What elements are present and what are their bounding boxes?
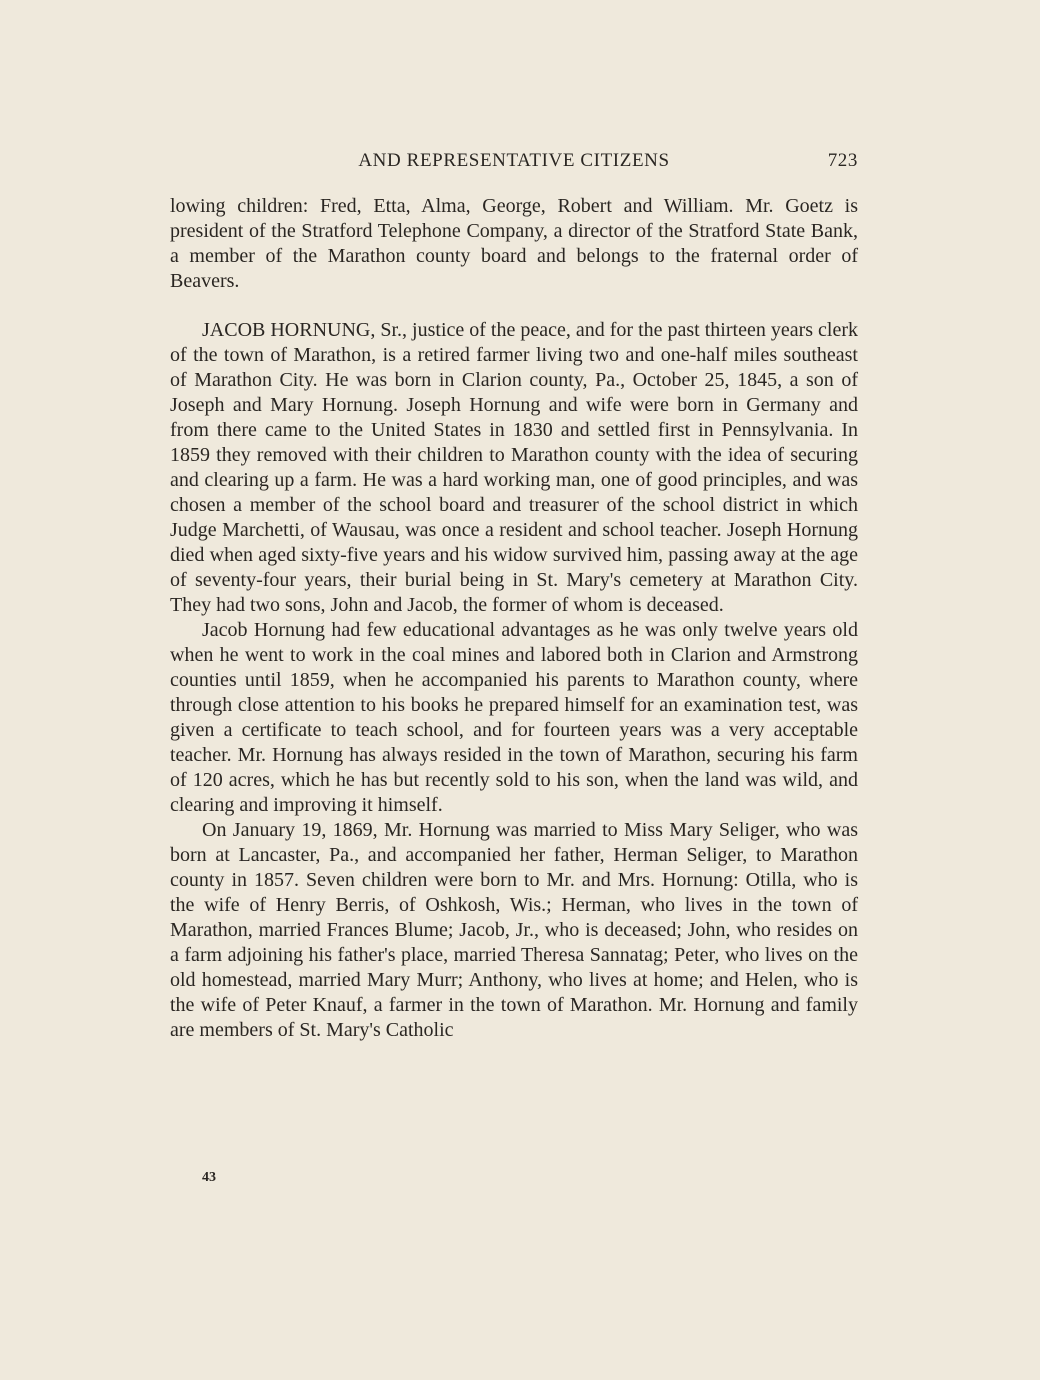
paragraph-education: Jacob Hornung had few educational advantages as he was only twelve years old when he went to work in the coal mines and labored both in Clarion and Armstrong counties until 1859, when he accompanied his parents to Marathon county, where through close attention to his books he prepared himself for an examination test, was given a certificate to teach school, and for fourteen years was a very acceptable teacher. Mr. Hornung has always resided in the town of Marathon, securing his farm of 120 acres, which he has but recently sold to his son, when the land was wild, and clearing and improving it himself. [170, 619, 858, 816]
signature-mark: 43 [202, 1170, 216, 1185]
running-head [170, 150, 858, 176]
paragraph-jacob-hornung-intro: JACOB HORNUNG, Sr., justice of the peace, and for the past thirteen years clerk of the town of Marathon, is a retired farmer living two and one-half miles southeast of Marathon City. He was born in Clarion county, Pa., October 25, 1845, a son of Joseph and Mary Hornung. Joseph Hornung and wife were born in Germany and from there came to the United States in 1830 and settled first in Pennsylvania. In 1859 they removed with their children to Marathon county with the idea of securing and clearing up a farm. He was a hard working man, one of good principles, and was chosen a member of the school board and treasurer of the school district in which Judge Marchetti, of Wausau, was once a resident and school teacher. Joseph Hornung died when aged sixty-five years and his widow survived him, passing away at the age of seventy-four years, their burial being in St. Mary's cemetery at Marathon City. They had two sons, John and Jacob, the former of whom is deceased. [170, 319, 858, 616]
paragraph-marriage: On January 19, 1869, Mr. Hornung was married to Miss Mary Seliger, who was born at Lancaster, Pa., and accompanied her father, Herman Seliger, to Marathon county in 1857. Seven children were born to Mr. and Mrs. Hornung: Otilla, who is the wife of Henry Berris, of Oshkosh, Wis.; Herman, who lives in the town of Marathon, married Frances Blume; Jacob, Jr., who is deceased; John, who resides on a farm adjoining his father's place, married Theresa Sannatag; Peter, who lives on the old homestead, married Mary Murr; Anthony, who lives at home; and Helen, who is the wife of Peter Knauf, a farmer in the town of Marathon. Mr. Hornung and family are members of St. Mary's Catholic [170, 819, 858, 1041]
page-number: 723 [827, 150, 858, 171]
body-text [170, 194, 858, 1043]
paragraph-continued: lowing children: Fred, Etta, Alma, George, Robert and William. Mr. Goetz is president of the Stratford Telephone Company, a director of the Stratford State Bank, a member of the Marathon county board and belongs to the fraternal order of Beavers. [170, 195, 858, 292]
running-head-title: AND REPRESENTATIVE CITIZENS [358, 150, 670, 171]
